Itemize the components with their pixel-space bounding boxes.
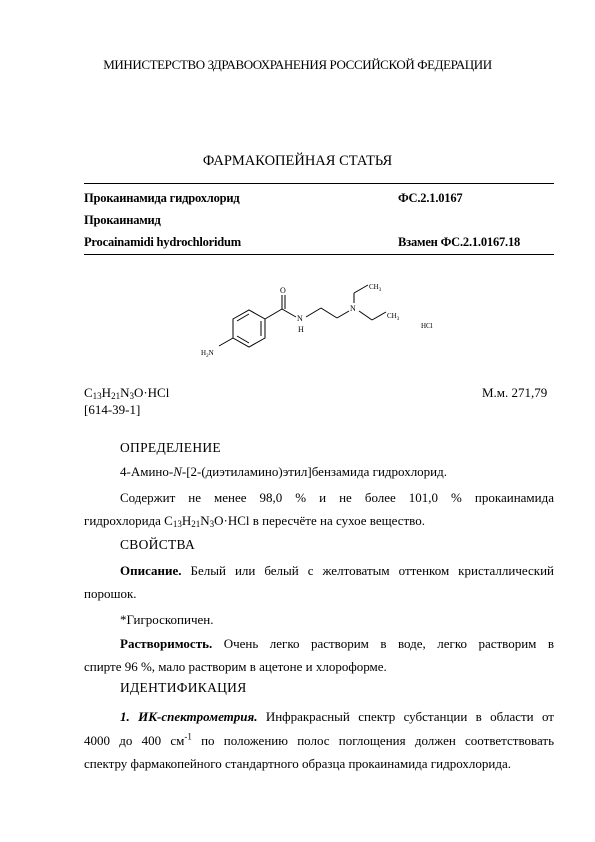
- section-identification: ИДЕНТИФИКАЦИЯ: [120, 680, 247, 695]
- content-line-1: Содержит не менее 98,0 % и не более 101,0 % прокаинамида: [120, 490, 554, 505]
- oxygen-label: O: [280, 286, 286, 295]
- solubility-line-1: Растворимость. Очень легко растворим в воде, легко растворим в: [120, 636, 554, 651]
- cas-number: [614-39-1]: [84, 402, 141, 417]
- section-definition: ОПРЕДЕЛЕНИЕ: [120, 440, 221, 455]
- benzene-ring: [233, 310, 265, 347]
- ch3-top-label: $CH_3$: [369, 283, 382, 293]
- hygroscopic-note: *Гигроскопичен.: [120, 612, 214, 627]
- monograph-latin-name: Procainamidi hydrochloridum: [84, 235, 242, 249]
- ir-line-1: 1. ИК-спектрометрия. Инфракрасный спектр субстанции в области от: [120, 709, 554, 724]
- document-title: ФАРМАКОПЕЙНАЯ СТАТЬЯ: [202, 153, 393, 169]
- description-line-1: Описание. Белый или белый с желтоватым оттенком кристаллический: [120, 563, 554, 578]
- amine-n-label: N: [350, 304, 356, 313]
- monograph-code: ФС.2.1.0167: [398, 191, 463, 205]
- solubility-line-2: спирте 96 %, мало растворим в ацетоне и хлороформе.: [84, 659, 387, 674]
- amide-n-label: N: [297, 314, 303, 323]
- ir-line-3: спектру фармакопейного стандартного образца прокаинамида гидрохлорида.: [84, 756, 511, 771]
- monograph-name: Прокаинамида гидрохлорид: [84, 191, 240, 205]
- structural-formula: [0, 0, 595, 380]
- monograph-alt-name: Прокаинамид: [84, 213, 161, 227]
- amide-h-label: H: [298, 325, 304, 334]
- ch3-right-label: $CH_3$: [387, 312, 400, 322]
- description-line-2: порошок.: [84, 586, 137, 601]
- molecular-weight: М.м. 271,79: [482, 385, 548, 400]
- content-line-2: гидрохлорида $C_{13}H_{21}N_3O\cdot HCl$ в пересчёте на сухое вещество.: [84, 513, 425, 529]
- ir-line-2: 4000 до 400 $см^{-1}$ по положению полос поглощения должен соответствовать: [84, 731, 555, 748]
- ministry-heading: МИНИСТЕРСТВО ЗДРАВООХРАНЕНИЯ РОССИЙСКОЙ ФЕДЕРАЦИИ: [103, 57, 492, 72]
- molecular-formula: $C_{13}H_{21}N_3O\cdot HCl$: [84, 385, 170, 401]
- monograph-replaces: Взамен ФС.2.1.0167.18: [398, 235, 521, 249]
- hcl-label: HCl: [421, 322, 433, 330]
- h2n-label: $H_2N$: [201, 349, 214, 359]
- definition-chemical-name: 4-Амино-N-[2-(диэтиламино)этил]бензамида гидрохлорид.: [120, 464, 448, 479]
- section-properties: СВОЙСТВА: [120, 537, 196, 552]
